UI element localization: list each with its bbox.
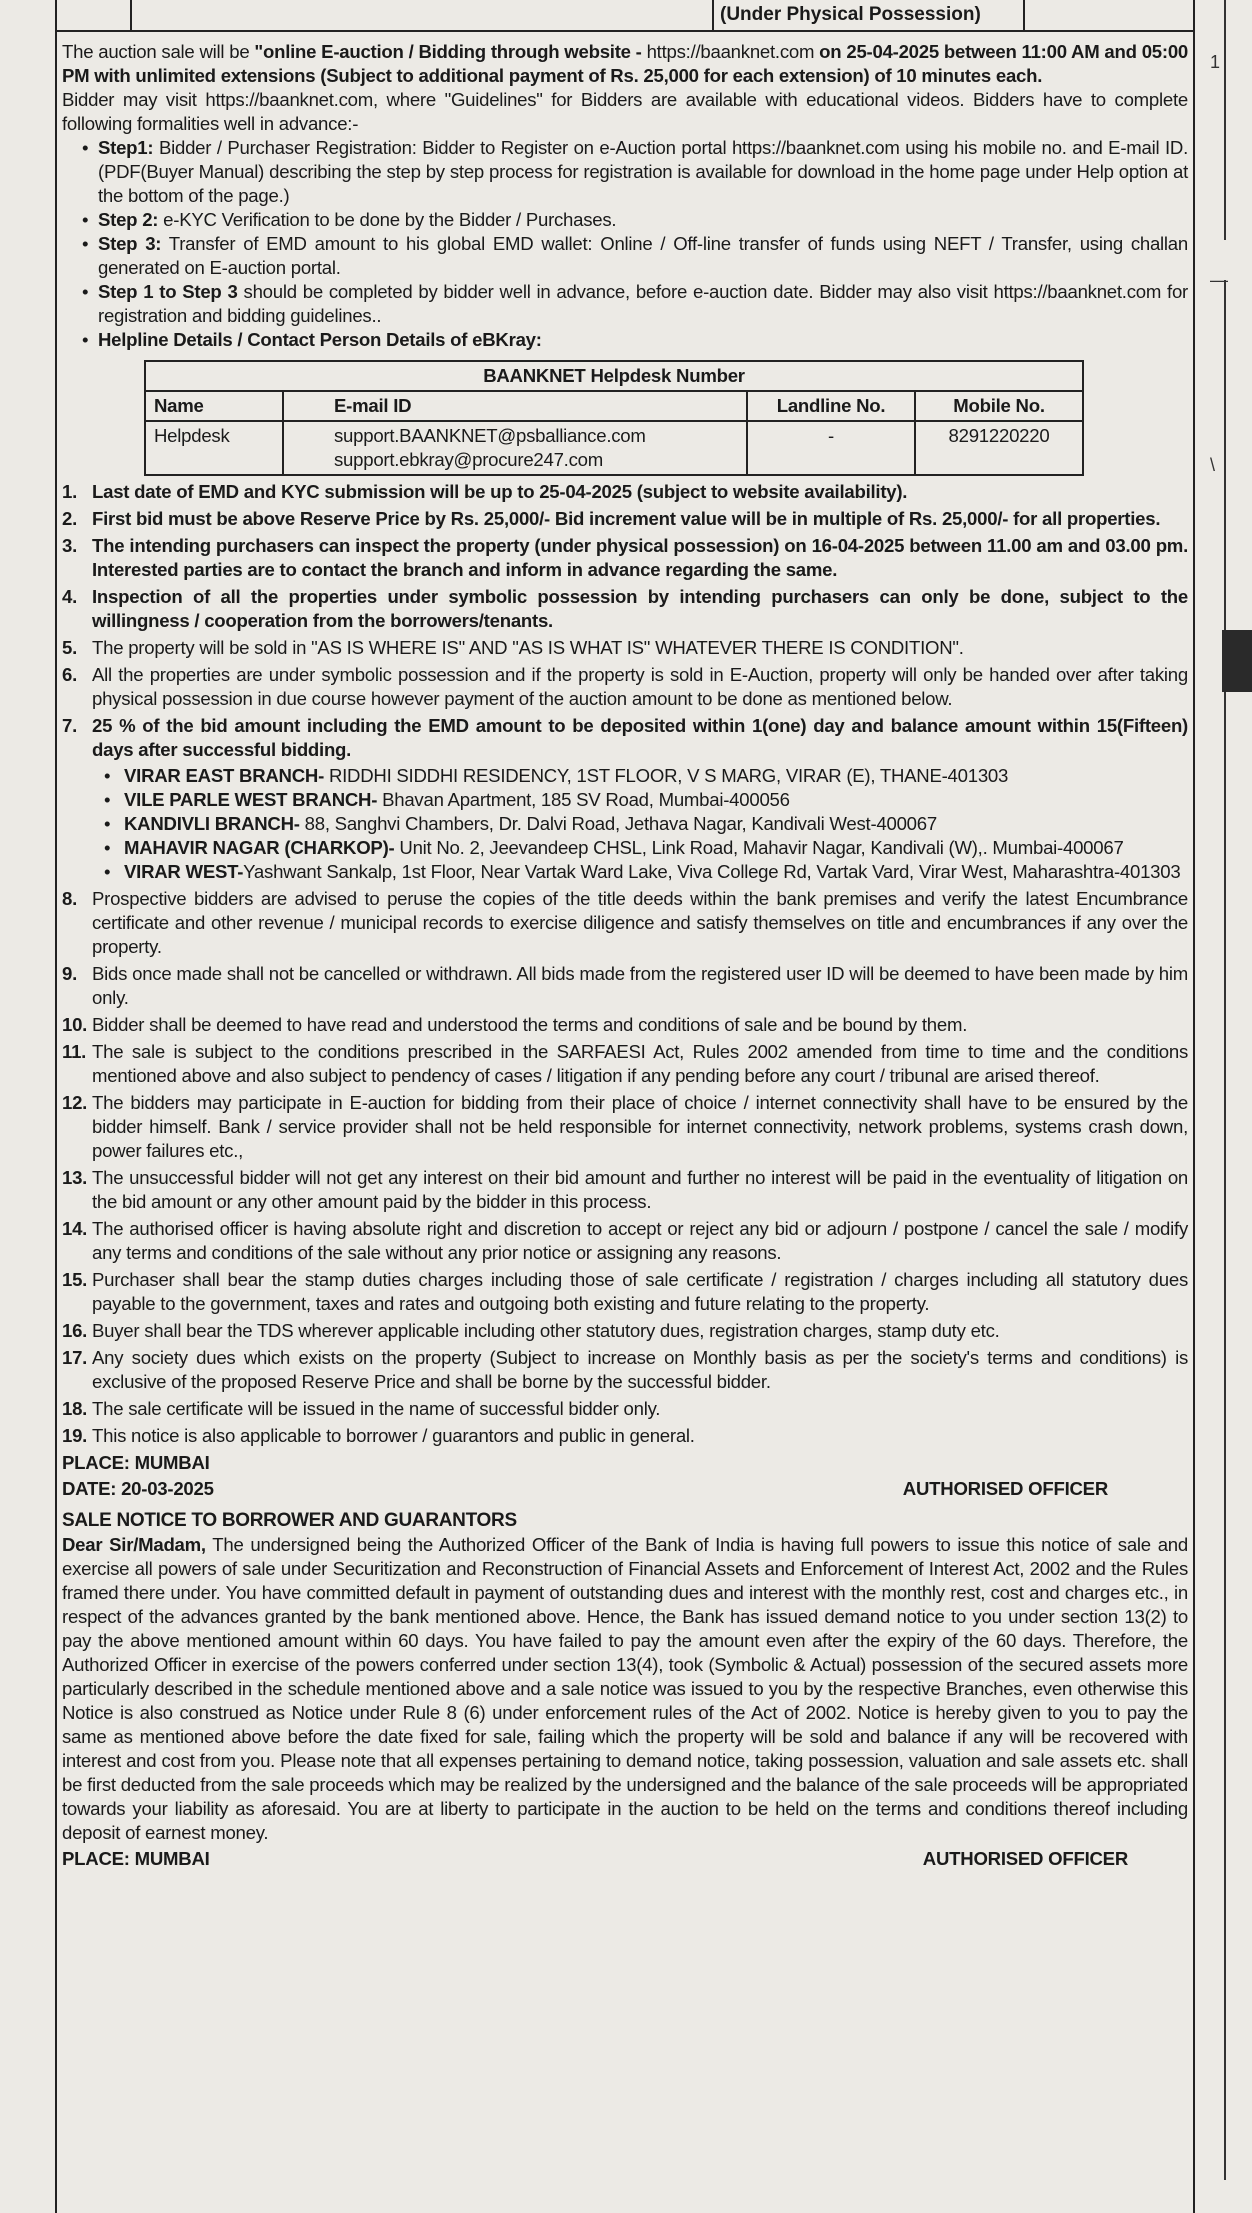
- term-item: 15. Purchaser shall bear the stamp duties charges including those of sale certificate / registration / charges including all statutory dues payable to the government, taxes and rates and outgoing both existing and future relating to the property.: [62, 1269, 1188, 1314]
- sale-notice-heading: SALE NOTICE TO BORROWER AND GUARANTORS: [62, 1510, 517, 1531]
- term-item: 3. The intending purchasers can inspect the property (under physical possession) on 16-04-2025 between 11.00 am and 03.00 pm. Interested parties are to contact the branch and inform in advance regarding the same.: [62, 535, 1188, 580]
- step-item: • Step1: Bidder / Purchaser Registration: Bidder to Register on e-Auction portal https://baanknet.com using his mobile no. and E-mail ID. (PDF(Buyer Manual) describing the step by step process for registration is available for download in the home page under Help option at the bottom of the page.): [82, 136, 1188, 208]
- branch-item: • VIRAR EAST BRANCH- RIDDHI SIDDHI RESIDENCY, 1ST FLOOR, V S MARG, VIRAR (E), THANE-401303: [104, 764, 1188, 788]
- helpdesk-title: BAANKNET Helpdesk Number: [145, 361, 1083, 391]
- term-item: 10. Bidder shall be deemed to have read and understood the terms and conditions of sale and be bound by them.: [62, 1014, 968, 1035]
- footer-row: [62, 1847, 1188, 1871]
- intro-paragraph-2: Bidder may visit https://baanknet.com, where "Guidelines" for Bidders are available with educational videos. Bidders have to complete following formalities well in advance:-: [62, 89, 1188, 134]
- term-item: 19. This notice is also applicable to borrower / guarantors and public in general.: [62, 1425, 695, 1446]
- baanknet-link-2[interactable]: https://baanknet.com: [205, 89, 373, 110]
- term-item: 5. The property will be sold in "AS IS WHERE IS" AND "AS IS WHAT IS" WHATEVER THERE IS CONDITION".: [62, 637, 964, 658]
- term-item: 16. Buyer shall bear the TDS wherever applicable including other statutory dues, registration charges, stamp duty etc.: [62, 1320, 1000, 1341]
- term-item: 1. Last date of EMD and KYC submission will be up to 25-04-2025 (subject to website availability).: [62, 481, 908, 502]
- adjacent-column-edge: 1 — \: [1206, 0, 1252, 2213]
- place-line: PLACE: MUMBAI: [62, 1452, 210, 1473]
- col-header: Landline No.: [747, 391, 915, 421]
- col-header: Name: [145, 391, 283, 421]
- col-header: Mobile No.: [915, 391, 1083, 421]
- term-item: 4. Inspection of all the properties under symbolic possession by intending purchasers can only be done, subject to the willingness / cooperation from the borrowers/tenants.: [62, 586, 1188, 631]
- step-item: • Step 2: e-KYC Verification to be done by the Bidder / Purchases.: [82, 208, 1188, 232]
- registration-steps: [62, 136, 1188, 352]
- term-item: 18. The sale certificate will be issued in the name of successful bidder only.: [62, 1398, 661, 1419]
- notice-content: [62, 40, 1188, 1871]
- branch-item: • VILE PARLE WEST BRANCH- Bhavan Apartment, 185 SV Road, Mumbai-400056: [104, 788, 1188, 812]
- step-item: • Helpline Details / Contact Person Details of eBKray:: [82, 328, 1188, 352]
- step-item: • Step 3: Transfer of EMD amount to his global EMD wallet: Online / Off-line transfer of funds using NEFT / Transfer, using challan generated on E-auction portal.: [82, 232, 1188, 280]
- authorised-officer-label: AUTHORISED OFFICER: [902, 1478, 1108, 1499]
- term-item: 14. The authorised officer is having absolute right and discretion to accept or reject any bid or adjourn / postpone / cancel the sale / modify any terms and conditions of the sale without any prior notice or assigning any reasons.: [62, 1218, 1188, 1263]
- sale-notice-body: Dear Sir/Madam, The undersigned being the Authorized Officer of the Bank of India is having full powers to issue this notice of sale and exercise all powers of sale under Securitization and Reconstruction of Financial Assets and Enforcement of Interest Act, 2002 and the Rules framed there under. You have committed default in payment of outstanding dues and interest with the monthly rest, cost and charges etc., in respect of the advances granted by the bank mentioned above. Hence, the Bank has issued demand notice to you under section 13(2) to pay the above mentioned amount within 60 days. You have failed to pay the amount even after the expiry of the 60 days. Therefore, the Authorized Officer in exercise of the powers conferred under section 13(4), took (Symbolic & Actual) possession of the secured assets more particularly described in the schedule mentioned above and a sale notice was issued to you by the respective Branches, even otherwise this Notice is also construed as Notice under Rule 8 (6) under enforcement rules of the Act of 2002. Notice is hereby given to you to pay the same as mentioned above before the date fixed for sale, failing which the property will be sold and balance if any will be recovered with interest and cost from you. Please note that all expenses pertaining to demand notice, taking possession, valuation and sale assets etc. shall be first deducted from the sale proceeds which may be realized by the undersigned and the balance of the sale proceeds will be appropriated towards your liability as aforesaid. You are at liberty to participate in the auction to be held on the terms and conditions thereof including deposit of earnest money.: [62, 1534, 1189, 1843]
- helpdesk-email[interactable]: support.ebkray@procure247.com: [334, 449, 603, 470]
- branch-item: • KANDIVLI BRANCH- 88, Sanghvi Chambers, Dr. Dalvi Road, Jethava Nagar, Kandivali West-400067: [104, 812, 1188, 836]
- date-officer-row: [62, 1477, 1188, 1501]
- helpdesk-landline: -: [747, 421, 915, 475]
- place-line-2: PLACE: MUMBAI: [62, 1848, 210, 1869]
- term-item: 2. First bid must be above Reserve Price by Rs. 25,000/- Bid increment value will be in multiple of Rs. 25,000/- for all properties.: [62, 508, 1161, 529]
- term-item: 8. Prospective bidders are advised to peruse the copies of the title deeds within the bank premises and verify the latest Encumbrance certificate and other revenue / municipal records to exercise diligence and satisfy themselves on title and encumbrances if any over the property.: [62, 888, 1188, 957]
- term-item: 9. Bids once made shall not be cancelled or withdrawn. All bids made from the registered user ID will be deemed to have been made by him only.: [62, 963, 1188, 1008]
- branch-list: [104, 764, 1188, 884]
- term-item: 7. 25 % of the bid amount including the EMD amount to be deposited within 1(one) day and balance amount within 15(Fifteen) days after successful bidding. • VIRAR EAST BRANCH- RIDDHI SIDDHI RESIDENCY, 1ST FLOOR, V S MARG, VIRAR (E), THANE-401303 • VILE PARLE WEST BRANCH- Bhavan Apartment, 185 SV Road, Mumbai-400056 • KANDIVLI BRANCH- 88, Sanghvi Chambers, Dr. Dalvi Road, Jethava Nagar, Kandivali West-400067 • MAHAVIR NAGAR (CHARKOP)- Unit No. 2, Jeevandeep CHSL, Link Road, Mahavir Nagar, Kandivali (W),. Mumbai-400067 • VIRAR WEST-Yashwant Sankalp, 1st Floor, Near Vartak Ward Lake, Viva College Rd, Vartak Vard, Virar West, Maharashtra-401303: [62, 714, 1188, 884]
- terms-list: [62, 480, 1188, 1448]
- helpdesk-name: Helpdesk: [145, 421, 283, 475]
- term-item: 12. The bidders may participate in E-auction for bidding from their place of choice / internet connectivity shall have to be ensured by the bidder himself. Bank / service provider shall not be held responsible for internet connectivity, network problems, systems crash down, power failures etc.,: [62, 1092, 1188, 1161]
- helpdesk-email[interactable]: support.BAANKNET@psballiance.com: [334, 425, 646, 446]
- branch-item: • MAHAVIR NAGAR (CHARKOP)- Unit No. 2, Jeevandeep CHSL, Link Road, Mahavir Nagar, Kandivali (W),. Mumbai-400067: [104, 836, 1188, 860]
- intro-paragraph: The auction sale will be "online E-auction / Bidding through website - https://baanknet.com on 25-04-2025 between 11:00 AM and 05:00 PM with unlimited extensions (Subject to additional payment of Rs. 25,000 for each extension) of 10 minutes each.: [62, 41, 1189, 86]
- table-header-strip: [55, 0, 1195, 32]
- baanknet-link[interactable]: https://baanknet.com: [646, 41, 815, 62]
- helpdesk-email-cell: [283, 421, 747, 475]
- adjacent-dark-block: [1222, 630, 1252, 692]
- branch-item: • VIRAR WEST-Yashwant Sankalp, 1st Floor, Near Vartak Ward Lake, Viva College Rd, Vartak Vard, Virar West, Maharashtra-401303: [104, 860, 1188, 884]
- term-item: 6. All the properties are under symbolic possession and if the property is sold in E-Auction, property will only be handed over after taking physical possession in due course however payment of the auction amount to be done as mentioned below.: [62, 664, 1188, 709]
- authorised-officer-label-2: AUTHORISED OFFICER: [922, 1848, 1128, 1869]
- notice-date: DATE: 20-03-2025: [62, 1478, 214, 1499]
- term-item: 17. Any society dues which exists on the property (Subject to increase on Monthly basis as per the society's terms and conditions) is exclusive of the proposed Reserve Price and shall be borne by the successful bidder.: [62, 1347, 1188, 1392]
- step-item: • Step 1 to Step 3 should be completed by bidder well in advance, before e-auction date. Bidder may also visit https://baanknet.com for registration and bidding guidelines..: [82, 280, 1188, 328]
- helpdesk-mobile: 8291220220: [915, 421, 1083, 475]
- term-item: 13. The unsuccessful bidder will not get any interest on their bid amount and further no interest will be paid in the eventuality of litigation on the bid amount or any other amount paid by the bidder in this process.: [62, 1167, 1188, 1212]
- col-header: E-mail ID: [283, 391, 747, 421]
- term-item: 11. The sale is subject to the conditions prescribed in the SARFAESI Act, Rules 2002 amended from time to time and the conditions mentioned above and also subject to pendency of cases / litigation if any pending before any court / tribunal are arised thereof.: [62, 1041, 1188, 1086]
- possession-label: (Under Physical Possession): [720, 4, 981, 25]
- helpdesk-table: [144, 360, 1084, 476]
